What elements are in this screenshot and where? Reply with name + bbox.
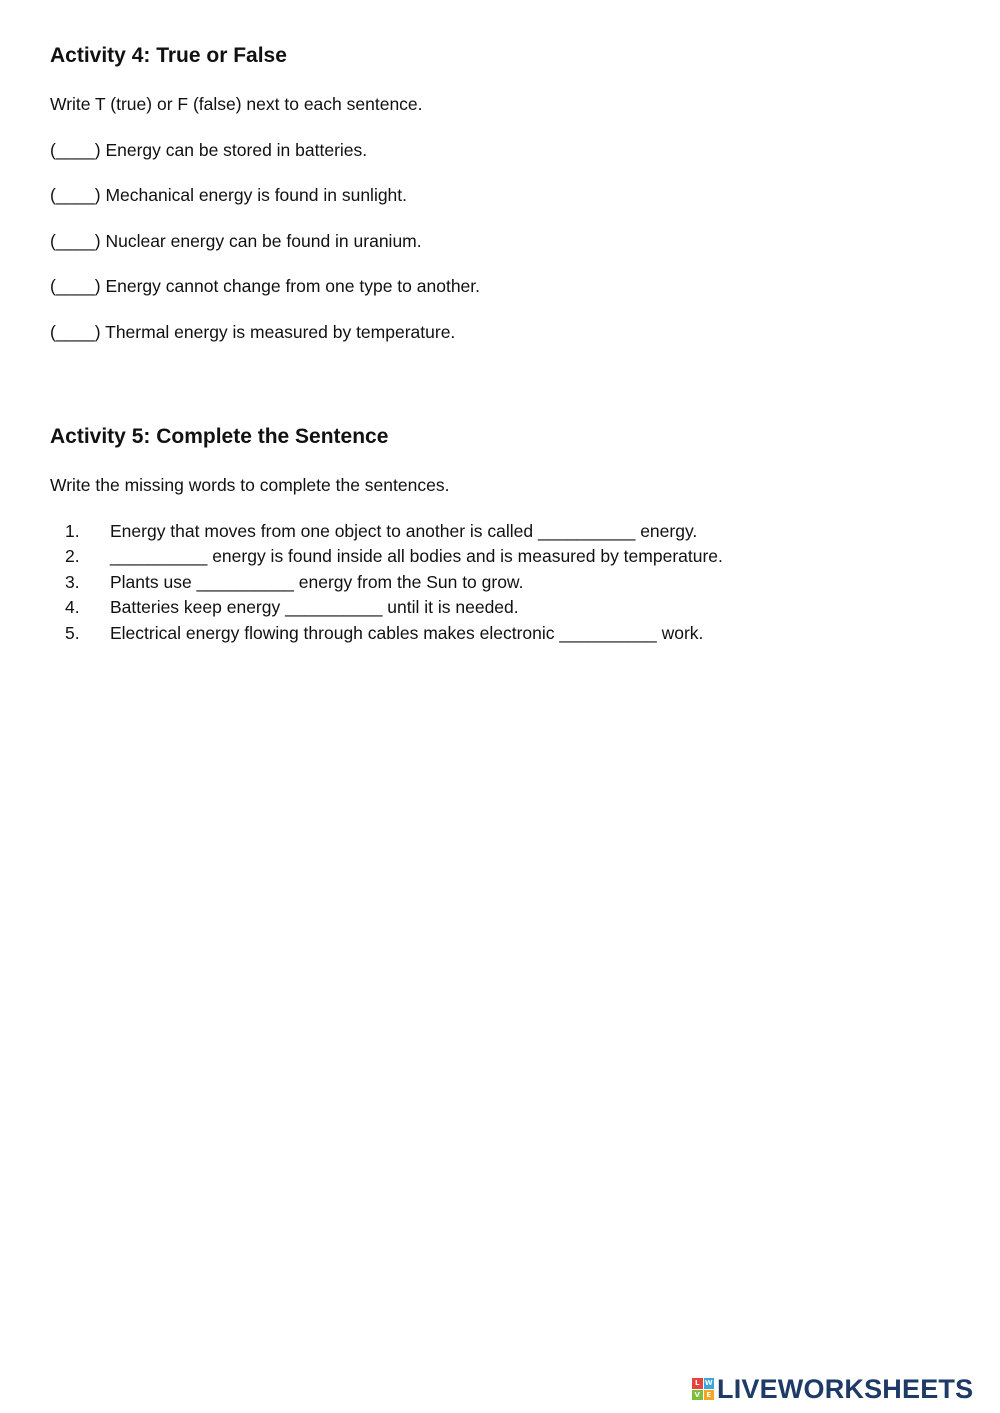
true-false-item: (____) Energy cannot change from one type to another. <box>50 276 481 296</box>
list-item-number: 2. <box>65 546 80 566</box>
activity-5-title: Activity 5: Complete the Sentence <box>50 425 389 448</box>
list-item-number: 4. <box>65 597 80 617</box>
liveworksheets-logo <box>692 1374 973 1404</box>
list-item-text: Energy that moves from one object to another is called __________ energy. <box>110 521 698 541</box>
list-item-number: 5. <box>65 623 80 643</box>
true-false-item: (____) Energy can be stored in batteries. <box>50 140 368 160</box>
logo-mark-icon <box>692 1378 714 1400</box>
list-item-text: Batteries keep energy __________ until it is needed. <box>110 597 519 617</box>
true-false-item: (____) Thermal energy is measured by temperature. <box>50 322 456 342</box>
logo-text: LIVEWORKSHEETS <box>717 1374 974 1404</box>
logo-mark-tile: W <box>704 1379 713 1387</box>
logo-mark-tile: V <box>692 1390 703 1401</box>
logo-mark-tile: E <box>704 1390 715 1401</box>
true-false-item: (____) Nuclear energy can be found in uranium. <box>50 231 422 251</box>
logo-mark-tile: L <box>692 1378 703 1389</box>
true-false-item: (____) Mechanical energy is found in sunlight. <box>50 185 408 205</box>
activity-5-instruction: Write the missing words to complete the sentences. <box>50 475 450 495</box>
activity-4-instruction: Write T (true) or F (false) next to each sentence. <box>50 94 423 114</box>
list-item-text: Electrical energy flowing through cables makes electronic __________ work. <box>110 623 704 643</box>
list-item-number: 3. <box>65 572 80 592</box>
list-item-text: Plants use __________ energy from the Sun to grow. <box>110 572 524 592</box>
list-item-number: 1. <box>65 521 80 541</box>
list-item-text: __________ energy is found inside all bodies and is measured by temperature. <box>110 546 723 566</box>
activity-4-title: Activity 4: True or False <box>50 44 287 67</box>
